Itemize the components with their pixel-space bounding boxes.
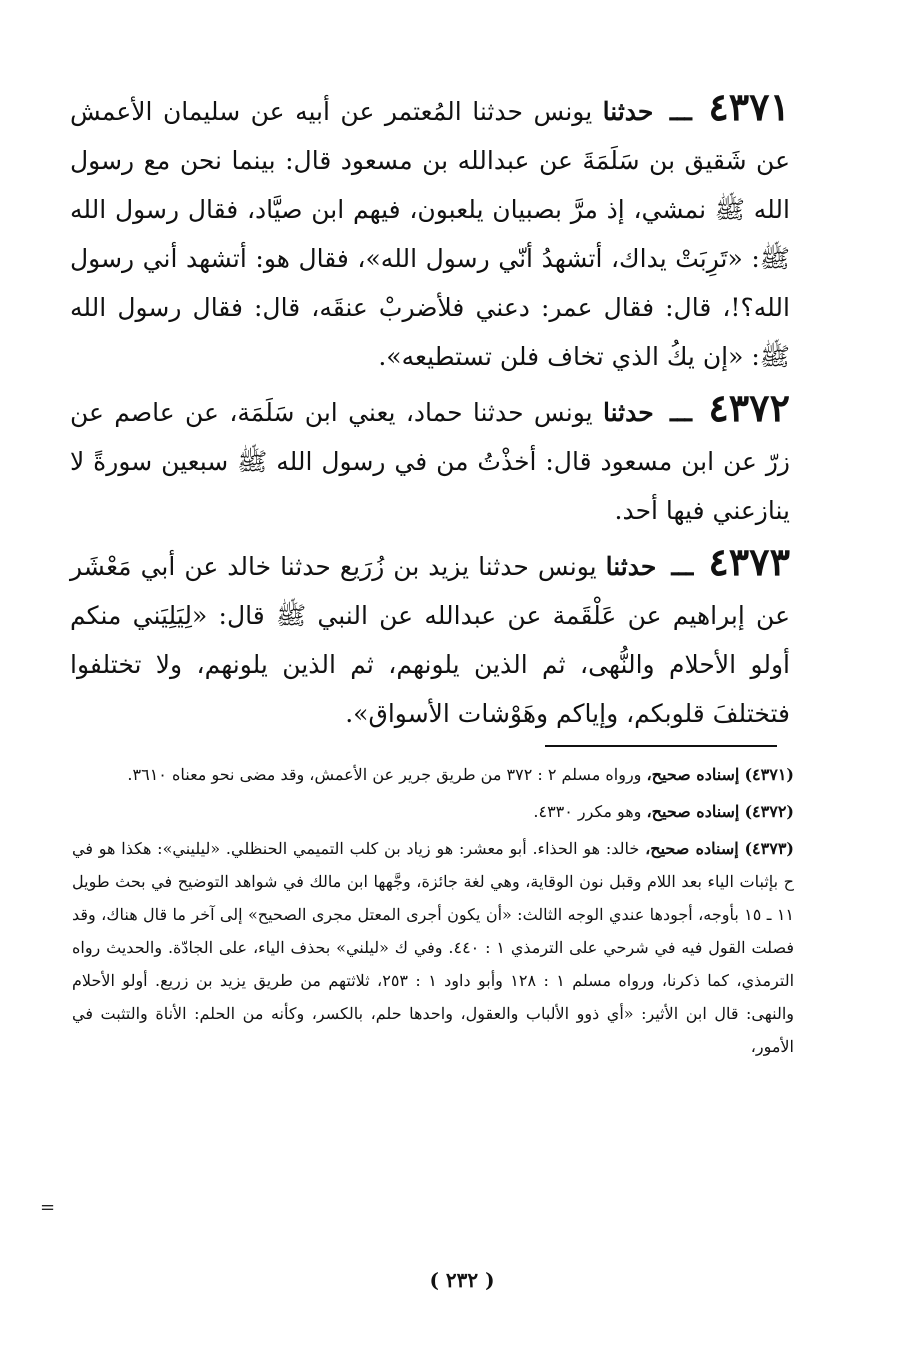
footnote-4371 — [72, 758, 794, 791]
page-number: ( ٢٣٢ ) — [429, 1268, 495, 1292]
footnote-verdict: إسناده صحيح، — [645, 839, 739, 858]
hadith-keyword: حدثنا — [605, 552, 657, 581]
hadith-number: ٤٣٧٣ — [708, 539, 790, 584]
footnote-verdict: إسناده صحيح، — [646, 765, 740, 784]
hadith-keyword: حدثنا — [602, 97, 654, 126]
footnote-body: خالد: هو الحذاء. أبو معشر: هو زياد بن كلب التميمي الحنظلي. «ليليني»: هكذا هو في ح بإثبات الياء بعد اللام وقبل نون الوقاية، وهي لغة جائزة، وجَّهها ابن مالك في شواهد التوضيح في بحث طويل ١١ ـ ١٥ بأوجه، أجودها عندي الوجه الثالث: «أن يكون أجرى المعتل مجرى الصحيح» إلى آخر ما قال هناك، وقد فصلت القول فيه في شرحي على الترمذي ١ : ٤٤٠. وفي ك «ليلني» بحذف الياء، على الجادّة. والحديث رواه الترمذي، كما ذكرنا، ورواه مسلم ١ : ١٢٨ وأبو داود ١ : ٢٥٣، ثلاثتهم من طريق يزيد بن زريع. أولو الأحلام والنهى: قال ابن الأثير: «أي ذوو الألباب والعقول، واحدها حلم، بالكسر، وكأنه من الحلم: الأناة والتثبت في الأمور، — [72, 839, 795, 1056]
hadith-number: ٤٣٧٢ — [708, 385, 790, 430]
hadith-body: يونس حدثنا حماد، يعني ابن سَلَمَة، عن عاصم عن زرّ عن ابن مسعود قال: أخذْتُ من في رسول الله ﷺ سبعين سورةً لا ينازعني فيها أحد. — [70, 398, 790, 525]
footnote-ref: (٤٣٧٢) — [744, 802, 794, 821]
footnote-body: وهو مكرر ٤٣٣٠. — [533, 802, 642, 821]
continuation-mark: = — [40, 1197, 56, 1218]
hadith-dash: ـــ — [669, 97, 692, 126]
hadith-4373 — [70, 537, 790, 738]
footnote-verdict: إسناده صحيح، — [646, 802, 740, 821]
hadith-keyword: حدثنا — [602, 398, 654, 427]
footnote-4372 — [72, 795, 794, 828]
hadith-text-block — [70, 82, 790, 738]
hadith-4372 — [70, 383, 790, 535]
hadith-body: يونس حدثنا يزيد بن زُرَيع حدثنا خالد عن أبي مَعْشَر عن إبراهيم عن عَلْقَمة عن عبدالله عن النبي ﷺ قال: «لِيَلِيَني منكم أولو الأحلام والنُّهى، ثم الذين يلونهم، ثم الذين يلونهم، ولا تختلفوا فتختلفَ قلوبكم، وإياكم وهَوْشات الأسواق». — [70, 552, 790, 728]
footnote-4373 — [72, 832, 794, 1063]
hadith-number: ٤٣٧١ — [708, 84, 790, 129]
hadith-body: يونس حدثنا المُعتمر عن أبيه عن سليمان الأعمش عن شَقيق بن سَلَمَةَ عن عبدالله بن مسعود قال: بينما نحن مع رسول الله ﷺ نمشي، إذ مرَّ بصبيان يلعبون، فيهم ابن صيَّاد، فقال رسول الله ﷺ: «تَرِبَتْ يداك، أتشهدُ أنّي رسول الله»، فقال هو: أتشهد أني رسول الله؟!، قال: فقال عمر: دعني فلأضربْ عنقَه، قال: فقال رسول الله ﷺ: «إن يكُ الذي تخاف فلن تستطيعه». — [70, 97, 790, 371]
hadith-dash: ـــ — [671, 552, 694, 581]
footnote-ref: (٤٣٧٣) — [744, 839, 794, 858]
footnotes-block — [72, 758, 794, 1063]
footnote-ref: (٤٣٧١) — [744, 765, 794, 784]
footnote-body: ورواه مسلم ٢ : ٣٧٢ من طريق جرير عن الأعمش، وقد مضى نحو معناه ٣٦١٠. — [127, 765, 642, 784]
hadith-dash: ـــ — [670, 398, 693, 427]
hadith-4371 — [70, 82, 790, 381]
footnote-divider — [545, 745, 777, 747]
